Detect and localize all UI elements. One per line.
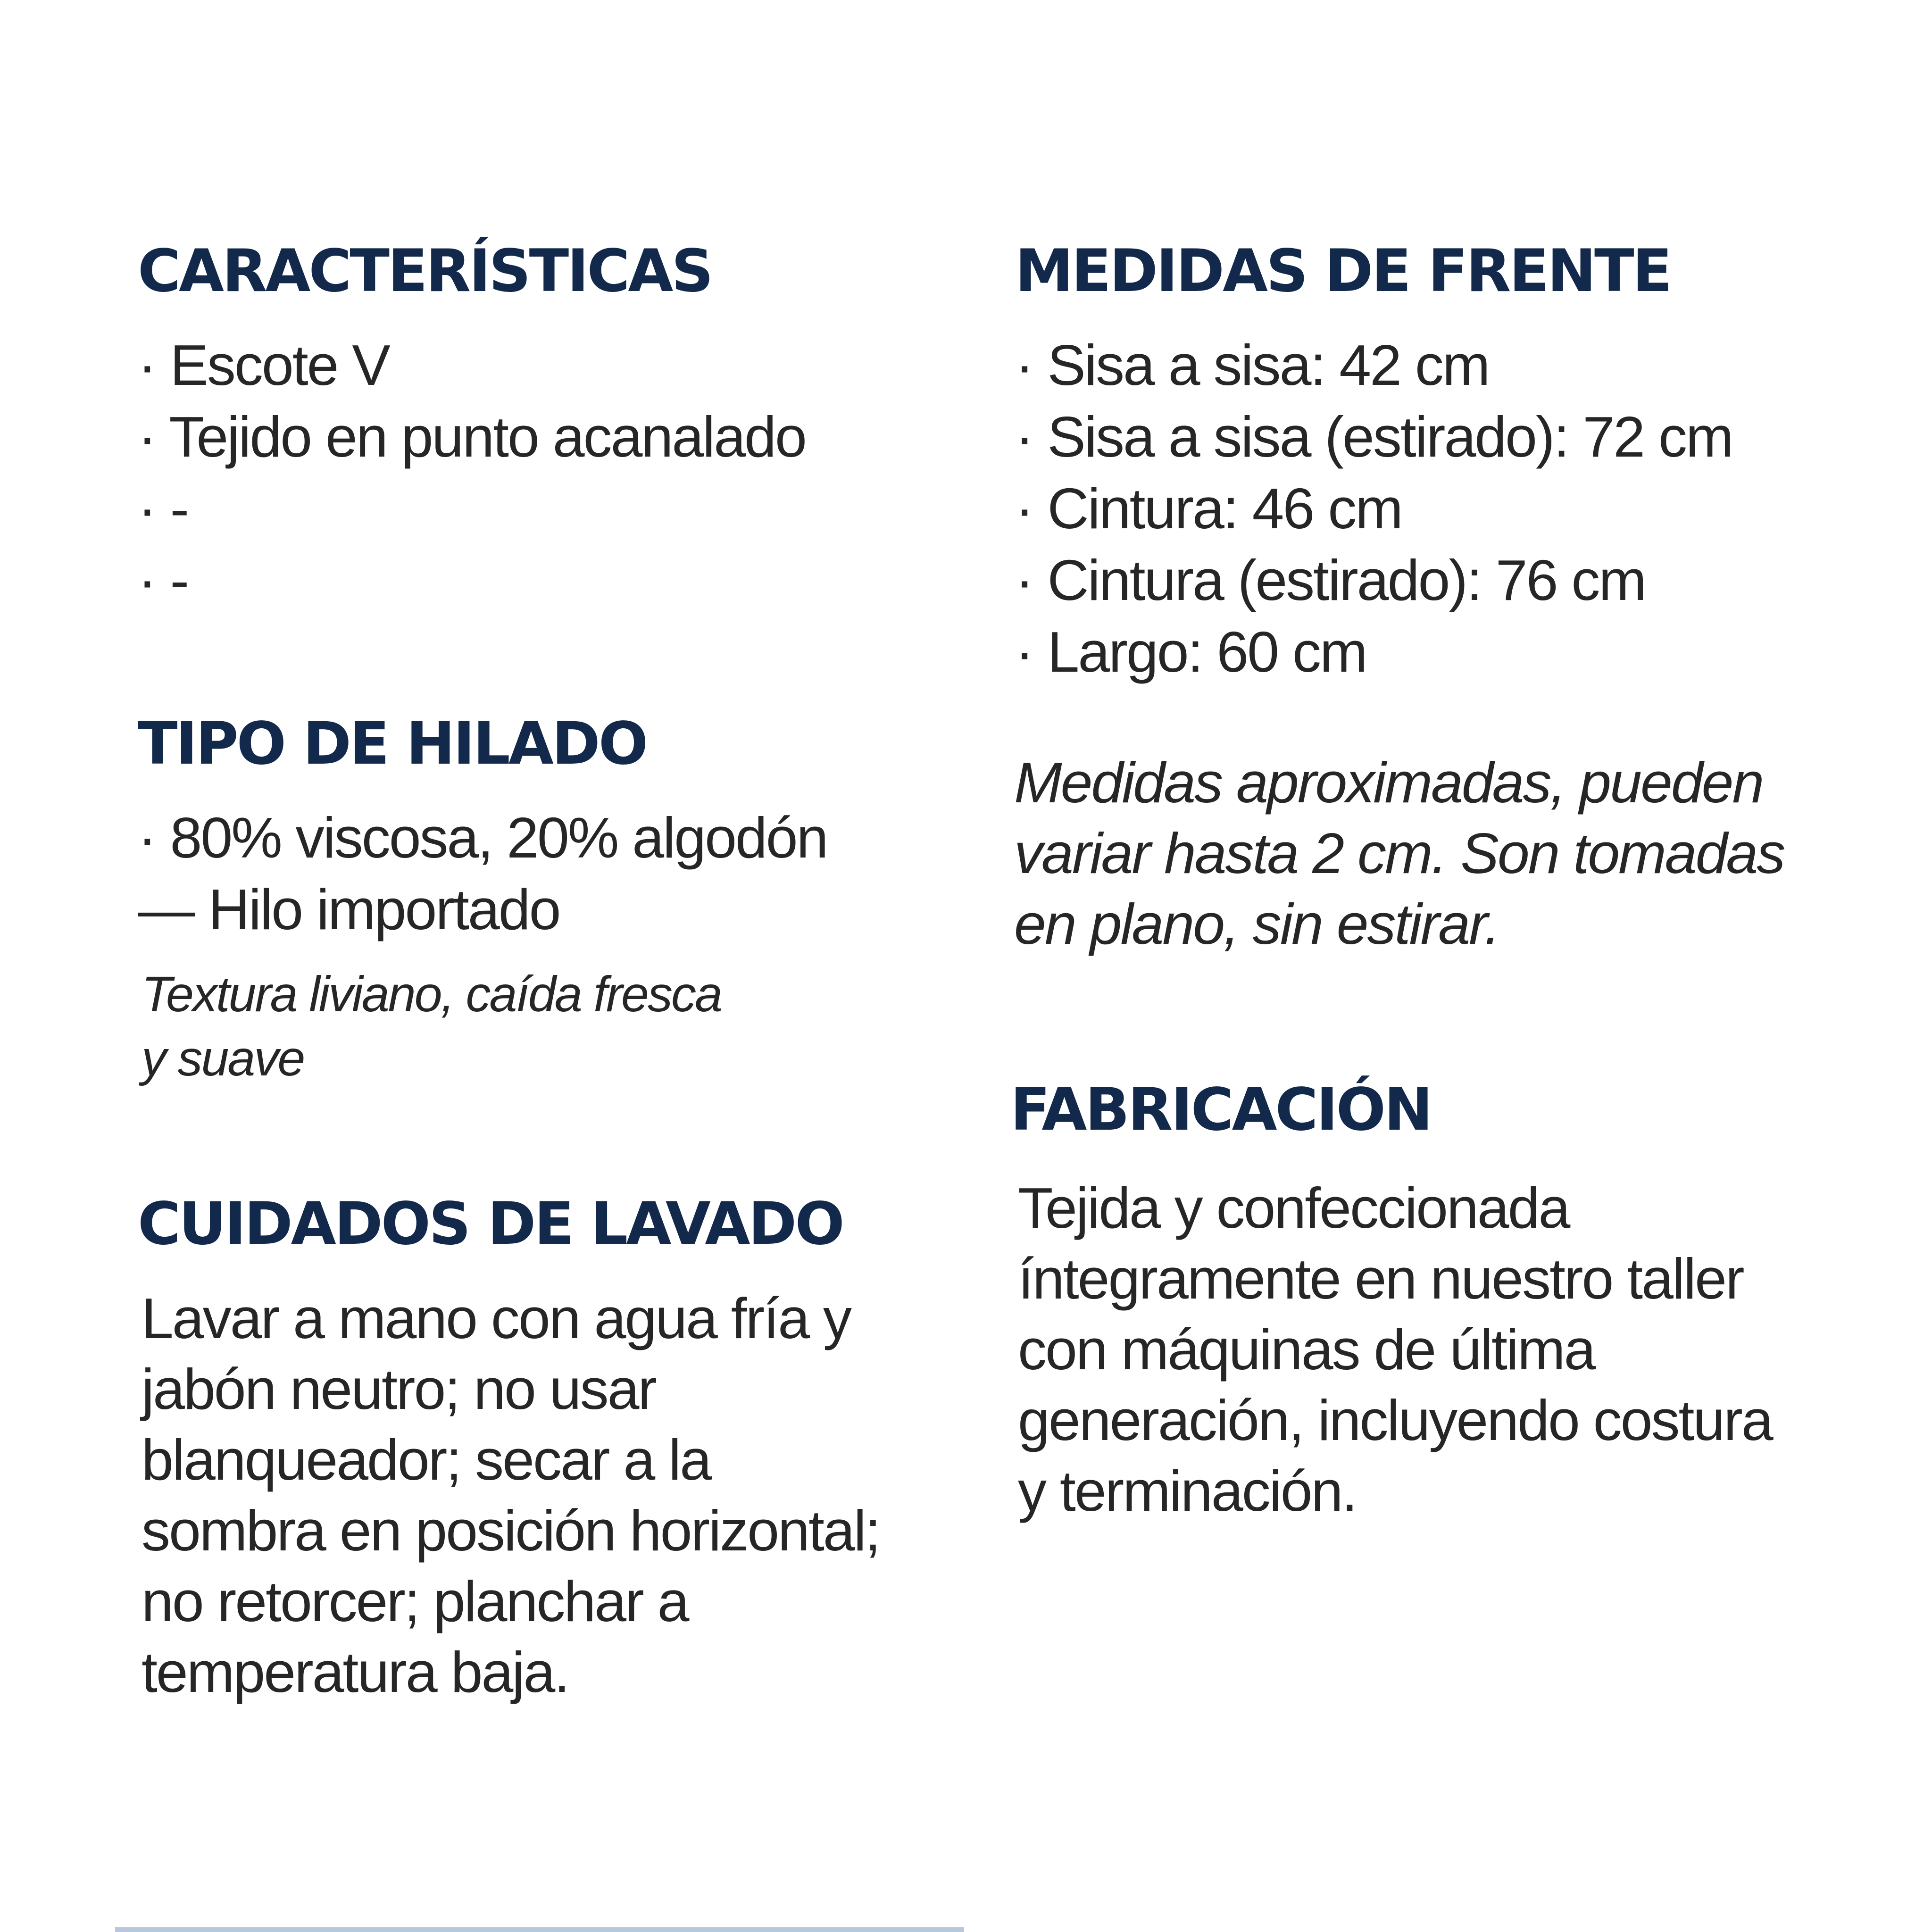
medidas-list — [1015, 329, 1732, 688]
tipo-hilado-composition — [138, 802, 827, 945]
text-line: blanqueador; secar a la — [142, 1428, 711, 1492]
text-line: no retorcer; planchar a — [142, 1569, 688, 1633]
list-item: · Cintura: 46 cm — [1015, 476, 1402, 541]
list-item: · Largo: 60 cm — [1015, 620, 1366, 684]
caracteristicas-heading: CARACTERÍSTICAS — [138, 237, 712, 305]
text-line: con máquinas de última — [1018, 1317, 1595, 1382]
list-item: · Escote V — [138, 333, 389, 397]
medidas-heading: MEDIDAS DE FRENTE — [1015, 237, 1671, 305]
bottom-divider — [115, 1927, 964, 1932]
cuidados-text — [142, 1283, 880, 1707]
fabricacion-text — [1018, 1173, 1772, 1526]
text-line: Tejida y confeccionada — [1018, 1176, 1569, 1240]
text-line: sombra en posición horizontal; — [142, 1499, 880, 1563]
note-line: Medidas aproximadas, pueden — [1014, 750, 1763, 815]
text-line: Lavar a mano con agua fría y — [142, 1286, 850, 1350]
tipo-hilado-note — [142, 962, 721, 1091]
fabricacion-heading: FABRICACIÓN — [1010, 1076, 1431, 1144]
note-line: y suave — [142, 1031, 304, 1086]
tipo-hilado-heading: TIPO DE HILADO — [138, 710, 647, 778]
list-item: · Tejido en punto acanalado — [138, 405, 806, 469]
note-line: en plano, sin estirar. — [1014, 892, 1499, 956]
list-item: · - — [138, 476, 188, 541]
text-line: generación, incluyendo costura — [1018, 1388, 1772, 1452]
text-line: jabón neutro; no usar — [142, 1357, 656, 1421]
text-line: íntegramente en nuestro taller — [1018, 1247, 1743, 1311]
composition-line: · 80% viscosa, 20% algodón — [138, 806, 827, 870]
note-line: Textura liviano, caída fresca — [142, 966, 721, 1022]
list-item: · - — [138, 548, 188, 612]
caracteristicas-list — [138, 329, 806, 616]
list-item: · Sisa a sisa: 42 cm — [1015, 333, 1489, 397]
text-line: temperatura baja. — [142, 1640, 569, 1704]
cuidados-heading: CUIDADOS DE LAVADO — [138, 1190, 843, 1258]
origin-line: — Hilo importado — [138, 877, 560, 941]
note-line: variar hasta 2 cm. Son tomadas — [1014, 821, 1784, 885]
medidas-note — [1014, 747, 1784, 959]
list-item: · Cintura (estirado): 76 cm — [1015, 548, 1645, 612]
text-line: y terminación. — [1018, 1459, 1357, 1523]
list-item: · Sisa a sisa (estirado): 72 cm — [1015, 405, 1732, 469]
